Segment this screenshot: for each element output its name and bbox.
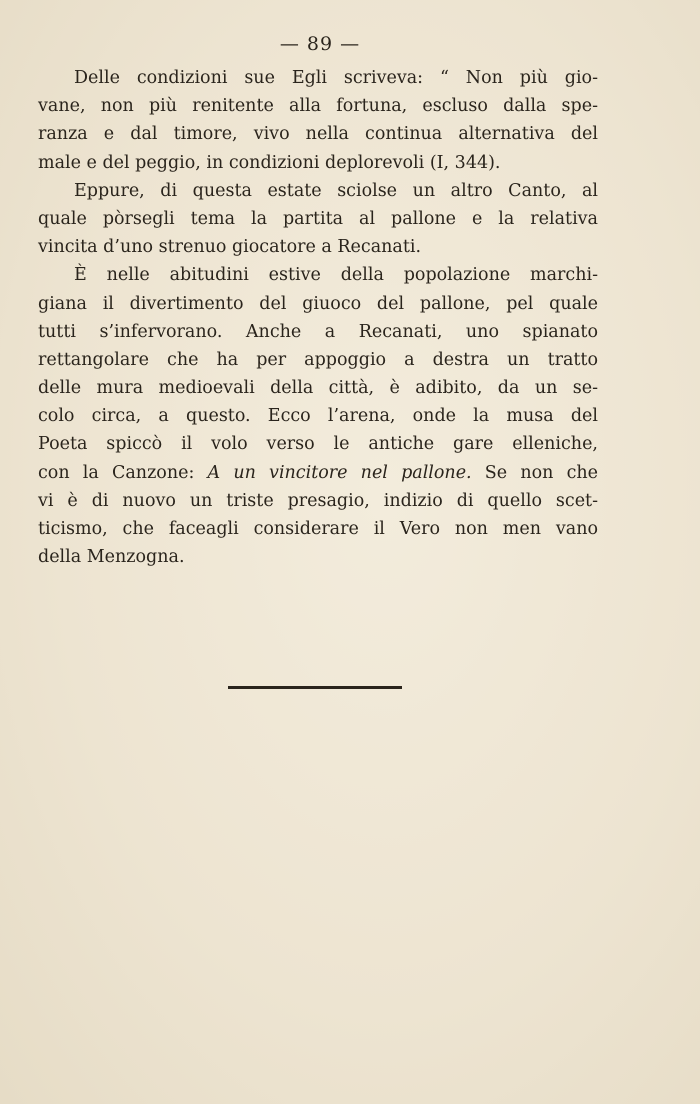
text-line: delle mura medioevali della città, è adibito, da un se- [38,378,598,399]
text-line: giana il divertimento del giuoco del pallone, pel quale [38,293,598,314]
text-line: ranza e dal timore, vivo nella continua alternativa del [38,124,598,145]
text-line: colo circa, a questo. Ecco l’arena, onde la musa del [38,406,598,427]
text-line: Poeta spiccò il volo verso le antiche gare elleniche, [38,434,598,455]
text-line: rettangolare che ha per appoggio a destra un tratto [38,349,598,370]
text-line-with-title [38,459,598,487]
text-line: ticismo, che faceagli considerare il Vero non men vano [38,519,598,539]
body-text [38,64,598,571]
end-rule [228,686,402,689]
text-segment: con la Canzone: [38,462,208,483]
text-line: della Menzogna. [38,547,185,568]
text-segment: Se non che [471,462,598,483]
text-line: È nelle abitudini estive della popolazione marchi- [74,265,598,286]
text-line: vi è di nuovo un triste presagio, indizio di quello scet- [38,490,598,511]
text-line: vane, non più renitente alla fortuna, escluso dalla spe- [38,96,598,117]
canzone-title: A un vincitore nel pallone. [207,462,472,483]
page-number: — 89 — [279,33,361,55]
text-line: male e del peggio, in condizioni deplorevoli (I, 344). [38,152,501,173]
text-line: vincita d’uno strenuo giocatore a Recanati. [38,237,422,258]
text-line: quale pòrsegli tema la partita al pallone e la relativa [38,208,598,229]
text-line: tutti s’infervorano. Anche a Recanati, uno spianato [38,321,598,342]
text-line: Delle condizioni sue Egli scriveva: “ Non più gio- [74,68,598,88]
text-line: Eppure, di questa estate sciolse un altro Canto, al [74,180,598,201]
